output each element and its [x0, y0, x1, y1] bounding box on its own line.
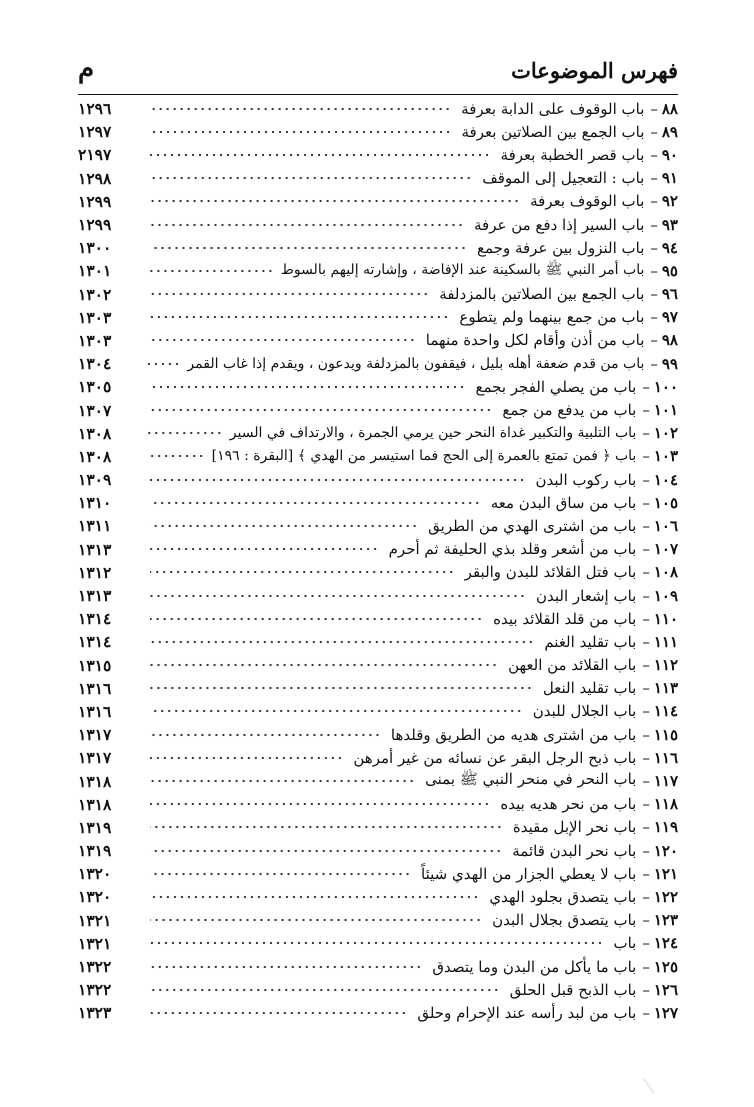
entry-page-number: ١٣١٦	[78, 701, 112, 721]
dot-leader	[150, 892, 479, 902]
entry-title: باب إشعار البدن	[535, 586, 637, 605]
entry-number: ١٠٣	[653, 447, 678, 466]
toc-entry	[78, 143, 678, 166]
entry-number: ١١٥	[653, 725, 678, 744]
dot-leader	[150, 962, 422, 972]
entry-number: ١٢٢	[653, 887, 678, 906]
entry-page-number: ١٣١٩	[78, 841, 112, 861]
entry-page-number: ١٣١٤	[78, 632, 112, 652]
toc-entry	[78, 422, 678, 445]
scan-mark	[643, 1070, 666, 1093]
entry-number: ٩٤	[661, 238, 678, 257]
entry-number: ٩٩	[661, 354, 678, 373]
entry-title: باب من ساق البدن معه	[490, 493, 637, 512]
dot-leader	[150, 405, 492, 415]
entry-page-number: ١٢٩٧	[78, 122, 112, 142]
entry-dash: –	[650, 331, 658, 350]
entry-dash: –	[642, 493, 650, 512]
entry-dash: –	[642, 818, 650, 837]
toc-entry	[78, 561, 678, 584]
dot-leader	[150, 985, 500, 995]
entry-number: ١٠٦	[653, 516, 678, 535]
entry-dash: –	[642, 725, 650, 744]
dot-leader	[150, 591, 526, 601]
toc-entry	[78, 352, 678, 375]
entry-title: باب أمر النبي ﷺ بالسكينة عند الإفاضة ، وإشارته إليهم بالسوط	[280, 261, 645, 278]
dot-leader	[150, 822, 503, 832]
entry-number: ١٠٠	[653, 377, 678, 396]
entry-number: ١١٧	[653, 772, 678, 791]
entry-title: باب ﴿ فمن تمتع بالعمرة إلى الحج فما استيسر من الهدي ﴾ [البقرة : ١٩٦]	[211, 448, 637, 465]
dot-leader	[150, 104, 451, 114]
dot-leader	[150, 475, 526, 485]
entry-number: ١٠٤	[653, 470, 678, 489]
dot-leader	[150, 869, 411, 879]
dot-leader	[150, 289, 429, 299]
entry-title: باب	[613, 934, 637, 953]
entry-page-number: ١٣١٦	[78, 678, 112, 698]
entry-title: باب من اشترى الهدي من الطريق	[428, 516, 637, 535]
entry-number: ١١٢	[653, 656, 678, 675]
toc-entry	[78, 793, 678, 816]
entry-dash: –	[650, 308, 658, 327]
entry-title: باب ركوب البدن	[535, 470, 637, 489]
dot-leader	[150, 683, 533, 693]
toc-entry	[78, 677, 678, 700]
toc-entry	[78, 445, 678, 468]
entry-title: باب من اشترى هديه من الطريق وقلدها	[390, 725, 637, 744]
entry-page-number: ١٣٠٩	[78, 470, 112, 490]
entry-dash: –	[642, 748, 650, 767]
entry-title: باب الجمع بين الصلاتين بعرفة	[461, 122, 645, 141]
entry-title: باب التلبية والتكبير غداة النحر حين يرمي الجمرة ، والارتداف في السير	[229, 425, 637, 442]
toc-entry	[78, 213, 678, 236]
entry-page-number: ١٣١٤	[78, 609, 112, 629]
entry-page-number: ١٣٢٢	[78, 957, 112, 977]
entry-number: ٩٨	[661, 331, 678, 350]
dot-leader	[150, 637, 534, 647]
entry-dash: –	[650, 122, 658, 141]
toc-entry	[78, 723, 678, 746]
entry-number: ٩٥	[661, 261, 678, 280]
entry-title: باب يتصدق بجلود الهدي	[489, 887, 637, 906]
entry-page-number: ١٣١٣	[78, 586, 112, 606]
dot-leader	[150, 150, 491, 160]
entry-title: باب من جمع بينهما ولم يتطوع	[459, 308, 645, 327]
entry-dash: –	[642, 702, 650, 721]
dot-leader	[150, 335, 416, 345]
dot-leader	[147, 428, 223, 438]
entry-page-number: ١٣٢١	[78, 910, 112, 930]
entry-dash: –	[642, 934, 650, 953]
toc-entry	[78, 375, 678, 398]
entry-dash: –	[650, 354, 658, 373]
toc-entry	[78, 398, 678, 421]
entry-page-number: ١٣١٨	[78, 771, 112, 791]
dot-leader	[150, 1008, 407, 1018]
page-header	[78, 56, 678, 96]
entry-dash: –	[642, 679, 650, 698]
entry-number: ١٢١	[653, 864, 678, 883]
dot-leader	[150, 938, 603, 948]
toc-entry	[78, 491, 678, 514]
toc-entry	[78, 97, 678, 120]
toc-entry	[78, 538, 678, 561]
entry-number: ١٠٢	[653, 424, 678, 443]
entry-page-number: ١٣٠١	[78, 261, 112, 281]
dot-leader	[147, 451, 205, 461]
entry-dash: –	[642, 586, 650, 605]
entry-title: باب نحر الإبل مقيدة	[512, 818, 637, 837]
entry-page-number: ١٣٠٨	[78, 446, 112, 466]
entry-page-number: ١٣٠٣	[78, 330, 112, 350]
dot-leader	[150, 544, 379, 554]
entry-title: باب السير إذا دفع من عرفة	[474, 215, 645, 234]
dot-leader	[150, 312, 449, 322]
dot-leader	[150, 173, 472, 183]
entry-page-number: ١٣١٩	[78, 817, 112, 837]
entry-number: ١١٩	[653, 818, 678, 837]
entry-dash: –	[642, 887, 650, 906]
toc-entry	[78, 259, 678, 282]
entry-dash: –	[642, 1003, 650, 1022]
toc-entry	[78, 1001, 678, 1024]
entry-page-number: ١٣٠٨	[78, 423, 112, 443]
toc-entry	[78, 700, 678, 723]
entry-page-number: ١٣١٢	[78, 562, 112, 582]
entry-number: ١١١	[653, 632, 678, 651]
entry-dash: –	[650, 145, 658, 164]
entry-number: ١٠٥	[653, 493, 678, 512]
entry-title: باب قصر الخطبة بعرفة	[500, 145, 645, 164]
entry-page-number: ١٣١١	[78, 516, 112, 536]
entry-dash: –	[642, 470, 650, 489]
entry-page-number: ١٢٩٦	[78, 99, 112, 119]
entry-page-number: ١٣٠٢	[78, 284, 112, 304]
entry-number: ٩٦	[661, 285, 678, 304]
entry-dash: –	[642, 632, 650, 651]
entry-dash: –	[642, 377, 650, 396]
entry-number: ١٢٧	[653, 1003, 678, 1022]
dot-leader	[150, 382, 465, 392]
entry-title: باب تقليد النعل	[542, 679, 637, 698]
entry-dash: –	[650, 285, 658, 304]
entry-page-number: ١٣١٥	[78, 655, 112, 675]
entry-title: باب من أشعر وقلد بذي الحليفة ثم أحرم	[388, 540, 637, 559]
entry-page-number: ١٣١٧	[78, 748, 112, 768]
toc-entry	[78, 932, 678, 955]
toc-entry	[78, 283, 678, 306]
dot-leader	[150, 567, 455, 577]
toc-entry	[78, 167, 678, 190]
entry-page-number: ١٣١٨	[78, 794, 112, 814]
dot-leader	[150, 220, 464, 230]
entry-number: ١١٤	[653, 702, 678, 721]
toc-entry	[78, 630, 678, 653]
dot-leader	[150, 799, 490, 809]
entry-number: ١١٨	[653, 795, 678, 814]
entry-page-number: ١٣٠٤	[78, 354, 112, 374]
entry-page-number: ١٣٠٠	[78, 238, 112, 258]
entry-page-number: ١٣٢٢	[78, 980, 112, 1000]
entry-page-number: ١٣١٧	[78, 725, 112, 745]
entry-page-number: ١٣٠٧	[78, 400, 112, 420]
toc-entry	[78, 120, 678, 143]
entry-title: باب تقليد الغنم	[544, 632, 637, 651]
entry-title: باب فتل القلائد للبدن والبقر	[464, 563, 637, 582]
entry-page-number: ١٣٠٣	[78, 307, 112, 327]
entry-number: ١٢٣	[653, 911, 678, 930]
toc-entry	[78, 607, 678, 630]
entry-title: باب من يدفع من جمع	[502, 401, 637, 420]
entry-number: ١٢٦	[653, 980, 678, 999]
entry-number: ١٢٥	[653, 957, 678, 976]
entry-dash: –	[650, 99, 658, 118]
toc-entry	[78, 654, 678, 677]
entry-title: باب من لبد رأسه عند الإحرام وحلق	[417, 1003, 637, 1022]
toc-entry	[78, 955, 678, 978]
dot-leader	[147, 359, 180, 369]
toc-entry	[78, 514, 678, 537]
entry-number: ١٠٨	[653, 563, 678, 582]
entry-title: باب النزول بين عرفة وجمع	[477, 238, 645, 257]
entry-dash: –	[642, 540, 650, 559]
toc-entry	[78, 909, 678, 932]
entry-dash: –	[642, 516, 650, 535]
entry-number: ١١٠	[653, 609, 678, 628]
entry-dash: –	[642, 401, 650, 420]
dot-leader	[150, 846, 502, 856]
entry-number: ١١٦	[653, 748, 678, 767]
entry-number: ٨٩	[661, 122, 678, 141]
entry-dash: –	[642, 980, 650, 999]
dot-leader	[150, 498, 481, 508]
entry-number: ١٠٧	[653, 540, 678, 559]
entry-title: باب القلائد من العهن	[508, 656, 637, 675]
entry-title: باب الجمع بين الصلاتين بالمزدلفة	[439, 285, 645, 304]
entry-page-number: ١٢٩٩	[78, 215, 112, 235]
toc-entry	[78, 816, 678, 839]
toc-entry	[78, 190, 678, 213]
toc-entry	[78, 468, 678, 491]
entry-dash: –	[650, 192, 658, 211]
dot-leader	[147, 266, 274, 276]
entry-dash: –	[650, 238, 658, 257]
entry-number: ٩٧	[661, 308, 678, 327]
entry-title: باب من قلد القلائد بيده	[493, 609, 637, 628]
dot-leader	[150, 730, 381, 740]
entry-dash: –	[642, 911, 650, 930]
toc-entry	[78, 839, 678, 862]
entry-page-number: ١٢٩٨	[78, 168, 112, 188]
entry-title: باب من أذن وأقام لكل واحدة منهما	[425, 331, 645, 350]
entry-number: ١٢٠	[653, 841, 678, 860]
entry-dash: –	[650, 261, 658, 280]
dot-leader	[150, 521, 418, 531]
entry-dash: –	[642, 841, 650, 860]
entry-number: ١٢٤	[653, 934, 678, 953]
entry-dash: –	[642, 609, 650, 628]
entry-dash: –	[642, 563, 650, 582]
entry-number: ١٠١	[653, 401, 678, 420]
entry-number: ٩٣	[661, 215, 678, 234]
dot-leader	[150, 196, 520, 206]
toc-entry	[78, 329, 678, 352]
toc-entry	[78, 862, 678, 885]
entry-page-number: ١٣٢١	[78, 933, 112, 953]
entry-title: باب الوقوف على الدابة بعرفة	[461, 99, 645, 118]
entry-number: ٩١	[661, 169, 678, 188]
entry-dash: –	[642, 424, 650, 443]
toc-entry	[78, 746, 678, 769]
toc-entry	[78, 236, 678, 259]
dot-leader	[150, 776, 415, 786]
entry-page-number: ١٣٠٥	[78, 377, 112, 397]
entry-number: ٩٠	[661, 145, 678, 164]
entry-title: باب ذبح الرجل البقر عن نسائه من غير أمرهن	[353, 748, 637, 767]
entry-dash: –	[642, 957, 650, 976]
entry-number: ٨٨	[661, 99, 678, 118]
dot-leader	[150, 753, 343, 763]
dot-leader	[150, 243, 467, 253]
entry-page-number: ١٣١٠	[78, 493, 112, 513]
toc-entry	[78, 769, 678, 792]
entry-page-number: ١٣٢٠	[78, 887, 112, 907]
entry-title: باب من يصلي الفجر بجمع	[475, 377, 637, 396]
entry-title: باب لا يعطي الجزار من الهدي شيئاً	[421, 864, 637, 883]
entry-title: باب : التعجيل إلى الموقف	[482, 169, 645, 188]
entry-dash: –	[642, 864, 650, 883]
dot-leader	[150, 706, 523, 716]
entry-dash: –	[642, 447, 650, 466]
entry-page-number: ١٢٩٩	[78, 191, 112, 211]
entry-dash: –	[642, 795, 650, 814]
entry-title: باب النحر في منحر النبي ﷺ بمنى	[425, 770, 637, 789]
dot-leader	[150, 660, 498, 670]
entry-page-number: ١٣٢٣	[78, 1003, 112, 1023]
entry-title: باب الذبح قبل الحلق	[509, 980, 637, 999]
page-title: فهرس الموضوعات	[511, 58, 678, 83]
dot-leader	[150, 614, 483, 624]
entry-number: ٩٢	[661, 192, 678, 211]
toc-entry	[78, 584, 678, 607]
entry-dash: –	[650, 215, 658, 234]
dot-leader	[150, 915, 482, 925]
header-divider	[78, 94, 678, 95]
dot-leader	[150, 127, 452, 137]
entry-number: ١١٣	[653, 679, 678, 698]
entry-dash: –	[650, 169, 658, 188]
entry-dash: –	[642, 772, 650, 791]
entry-dash: –	[642, 656, 650, 675]
table-of-contents	[78, 97, 678, 1025]
entry-page-number: ٢١٩٧	[78, 145, 112, 165]
entry-title: باب نحر البدن قائمة	[512, 841, 637, 860]
page-letter: م	[78, 54, 95, 84]
entry-title: باب من قدم ضعفة أهله بليل ، فيقفون بالمزدلفة ويدعون ، ويقدم إذا غاب القمر	[187, 355, 645, 372]
entry-page-number: ١٣١٣	[78, 539, 112, 559]
toc-entry	[78, 885, 678, 908]
entry-number: ١٠٩	[653, 586, 678, 605]
entry-title: باب من نحر هديه بيده	[500, 795, 637, 814]
entry-page-number: ١٣٢٠	[78, 864, 112, 884]
toc-entry	[78, 978, 678, 1001]
entry-title: باب يتصدق بجلال البدن	[492, 911, 637, 930]
entry-title: باب الوقوف بعرفة	[530, 192, 645, 211]
entry-title: باب ما يأكل من البدن وما يتصدق	[432, 957, 637, 976]
entry-title: باب الجلال للبدن	[532, 702, 637, 721]
toc-entry	[78, 306, 678, 329]
